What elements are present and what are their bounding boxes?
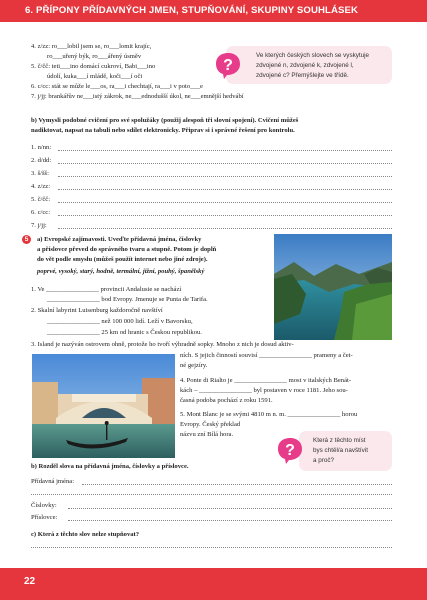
answer-line[interactable] xyxy=(58,150,392,151)
task-instruction: b) Vymysli podobné cvičení pro své spolužáky (použij alespoň tři slovní spojení). Cvičení můžeš xyxy=(31,117,299,124)
blank-label: 2. d/dd: xyxy=(31,157,52,164)
sentence: ________________ 25 km od hranic s Českou republikou. xyxy=(47,329,202,336)
word-bank: poprvé, vysoký, starý, hodně, termální, jižní, pouhý, španělský xyxy=(37,268,205,275)
page-number: 22 xyxy=(24,576,36,587)
sentence: časná podoba pochází z roku 1591. xyxy=(180,397,273,404)
venice-rialto-photo xyxy=(32,354,175,458)
task-instruction: c) Která z těchto slov nelze stupňovat? xyxy=(31,531,140,538)
category-label: Číslovky: xyxy=(31,502,57,509)
exercise-item: údolí, kuka___í mládě, koči___í oči xyxy=(47,73,143,80)
exercise-item: 7. j/jj: brankářův ne___istý zákrok, ne___ednodušší úkol, ne___emnější hedvábí xyxy=(31,93,244,100)
category-label: Přídavná jména: xyxy=(31,478,75,485)
blank-label: 5. č/čč: xyxy=(31,196,51,203)
tip-line: a proč? xyxy=(313,457,335,464)
exercise-number: 5 xyxy=(22,235,31,244)
answer-line[interactable] xyxy=(82,484,392,485)
svg-text:?: ? xyxy=(285,442,295,459)
sentence: ________________ než 100 000 lidí. Leží v Bavorsku, xyxy=(47,318,193,325)
sentence: 4. Ponte di Rialto je ________________ most v italských Benát- xyxy=(180,377,352,384)
sentence: ________________ bod Evropy. Jmenuje se Punta de Tarifa. xyxy=(47,296,208,303)
answer-line[interactable] xyxy=(68,508,392,509)
answer-line[interactable] xyxy=(58,189,392,190)
category-label: Příslovce: xyxy=(31,514,58,521)
task-instruction: b) Rozděl slova na přídavná jména, číslovky a příslovce. xyxy=(31,463,189,470)
answer-line[interactable] xyxy=(31,494,392,495)
sentence: ních. S jejich činností souvisí ________________ prameny a čet- xyxy=(180,352,353,359)
blank-label: 1. n/nn: xyxy=(31,144,52,151)
footer-bar xyxy=(0,568,427,600)
sentence: 2. Skalní labyrint Luisenburg každoročně navštíví xyxy=(31,307,163,314)
sentence: názvu zní Bílá hora. xyxy=(180,431,234,438)
blank-label: 3. š/šš: xyxy=(31,170,49,177)
answer-line[interactable] xyxy=(58,163,392,164)
blank-label: 7. j/jj: xyxy=(31,222,47,229)
exercise-item: 5. č/čč: teti___ino domácí cukroví, Babi___ino xyxy=(31,63,156,70)
tip-line: zdvojené c? Přemýšlejte ve třídě. xyxy=(256,72,349,79)
sentence: né gejzíry. xyxy=(180,362,208,369)
task-instruction: do vět podle smyslu (můžeš použít internet nebo jiné zdroje). xyxy=(37,256,208,263)
task-instruction: nadiktovat, napsat na tabuli nebo sdílet elektronicky. Připrav si i správné řešení pro kontrolu. xyxy=(31,127,295,134)
exercise-item: 4. z/zz: ro___lobil jsem se, ro___lomit krajíc, xyxy=(31,43,152,50)
tip-line: Ve kterých českých slovech se vyskytuje xyxy=(256,52,370,59)
tip-line: zdvojené n, zdvojené k, zdvojené l, xyxy=(256,62,354,69)
question-bubble-icon xyxy=(275,436,305,466)
blank-label: 6. c/cc: xyxy=(31,209,51,216)
sentence: 3. Island je nazýván ostrovem ohně, protože ho tvoří výhradně sopky. Mnoho z nich je dosud aktiv- xyxy=(31,341,294,348)
exercise-item: 6. c/cc: stát se může le___os, ra___i chechtají, ra___i v poto___e xyxy=(31,83,203,90)
sentence: 1. Ve ________________ provincii Andalusie se nachází xyxy=(31,286,182,293)
sentence: Evropy. Český překlad xyxy=(180,421,241,428)
answer-line[interactable] xyxy=(31,547,392,548)
answer-line[interactable] xyxy=(58,228,392,229)
tip-line: bys chtěl/a navštívit xyxy=(313,447,368,454)
exercise-item: ro___uřený býk, ro___ářený úsměv xyxy=(47,53,142,60)
sentence: kách – ________________ byl postaven v roce 1181. Jeho sou- xyxy=(180,387,348,394)
sentence: 5. Mont Blanc je se svými 4810 m n. m. ________________ horou xyxy=(180,411,358,418)
blank-label: 4. z/zz: xyxy=(31,183,51,190)
tip-line: Která z těchto míst xyxy=(313,437,366,444)
task-instruction: a příslovce převed do správného tvaru a stupně. Potom je doplň xyxy=(37,246,217,253)
answer-line[interactable] xyxy=(58,202,392,203)
question-bubble-icon xyxy=(213,51,243,81)
task-instruction: a) Evropské zajímavosti. Uveďte přídavná jména, číslovky xyxy=(37,236,202,243)
answer-line[interactable] xyxy=(68,520,392,521)
answer-line[interactable] xyxy=(58,176,392,177)
svg-text:?: ? xyxy=(223,57,233,74)
fjord-photo xyxy=(274,234,392,340)
answer-line[interactable] xyxy=(58,215,392,216)
chapter-header: 6. PŘÍPONY PŘÍDAVNÝCH JMEN, STUPŇOVÁNÍ, SKUPINY SOUHLÁSEK xyxy=(0,0,427,22)
